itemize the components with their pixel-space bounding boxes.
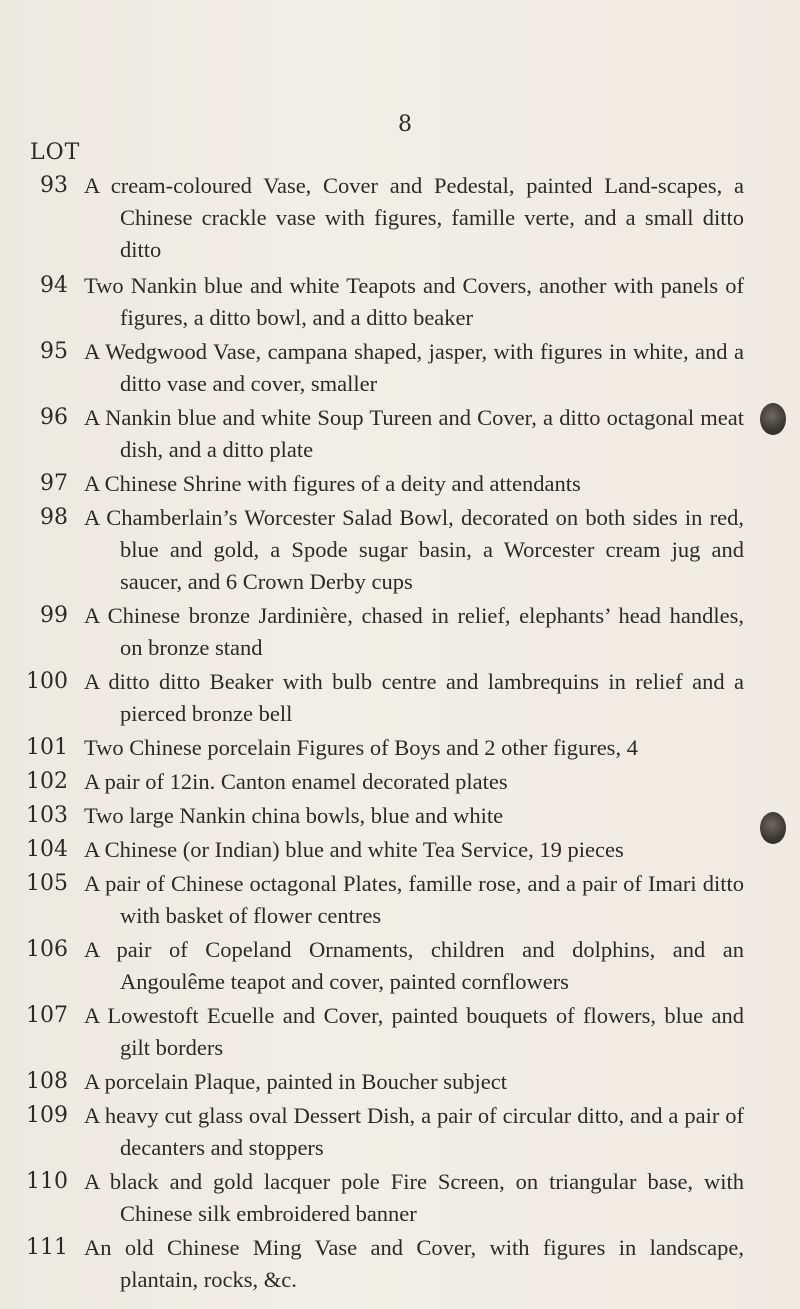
- lot-number: 104: [26, 837, 68, 862]
- binding-hole-icon: [760, 403, 786, 435]
- lot-description: A pair of Chinese octagonal Plates, famille rose, and a pair of Imari ditto with basket of flower centres: [84, 871, 744, 928]
- lot-number: 109: [26, 1103, 68, 1128]
- lot-number: 106: [26, 937, 68, 962]
- lot-description: A Chamberlain’s Worcester Salad Bowl, decorated on both sides in red, blue and gold, a Spode sugar basin, a Worcester cream jug and saucer, and 6 Crown Derby cups: [84, 505, 744, 594]
- lot-entry: [24, 600, 744, 664]
- lot-description: A Nankin blue and white Soup Tureen and Cover, a ditto octagonal meat dish, and a ditto plate: [84, 405, 744, 462]
- lot-number: 110: [26, 1169, 68, 1194]
- lot-description: A porcelain Plaque, painted in Boucher subject: [84, 1069, 508, 1094]
- lot-entry: [24, 270, 744, 334]
- lot-number: 95: [40, 339, 68, 364]
- lot-entry: [24, 800, 744, 832]
- lot-number: 93: [40, 173, 68, 198]
- lot-entry: [24, 934, 744, 998]
- lot-description: A Chinese Shrine with figures of a deity and attendants: [84, 471, 581, 496]
- lot-description: An old Chinese Ming Vase and Cover, with figures in landscape, plantain, rocks, &c.: [84, 1235, 744, 1292]
- lot-entry: [24, 1166, 744, 1230]
- lot-description: A Chinese bronze Jardinière, chased in relief, elephants’ head handles, on bronze stand: [84, 603, 744, 660]
- lot-number: 108: [26, 1069, 68, 1094]
- lot-entry: [24, 766, 744, 798]
- lot-entry: [24, 336, 744, 400]
- lot-description: Two Chinese porcelain Figures of Boys and 2 other figures, 4: [84, 735, 638, 760]
- lot-description: A Wedgwood Vase, campana shaped, jasper, with figures in white, and a ditto vase and cover, smaller: [84, 339, 744, 396]
- lot-number: 98: [40, 505, 68, 530]
- lot-number: 111: [26, 1235, 68, 1260]
- lot-number: 97: [40, 471, 68, 496]
- lot-entry: [24, 666, 744, 730]
- lot-description: Two large Nankin china bowls, blue and white: [84, 803, 504, 828]
- binding-hole-icon: [760, 812, 786, 844]
- lot-description: A Lowestoft Ecuelle and Cover, painted bouquets of flowers, blue and gilt borders: [84, 1003, 744, 1060]
- lot-entry: [24, 1000, 744, 1064]
- lot-number: 102: [26, 769, 68, 794]
- lot-number: 103: [26, 803, 68, 828]
- lot-description: A heavy cut glass oval Dessert Dish, a pair of circular ditto, and a pair of decanters and stoppers: [84, 1103, 744, 1160]
- lot-column-heading: LOT: [30, 140, 81, 165]
- lot-entry: [24, 834, 744, 866]
- lot-number: 96: [40, 405, 68, 430]
- lot-entry: [24, 402, 744, 466]
- lot-entry: [24, 732, 744, 764]
- lot-entry: [24, 502, 744, 598]
- lot-number: 101: [26, 735, 68, 760]
- lot-description: A ditto ditto Beaker with bulb centre and lambrequins in relief and a pierced bronze bell: [84, 669, 744, 726]
- page-number: 8: [398, 112, 412, 137]
- lot-list: [24, 170, 744, 1298]
- lot-description: A black and gold lacquer pole Fire Screen, on triangular base, with Chinese silk embroidered banner: [84, 1169, 744, 1226]
- lot-entry: [24, 468, 744, 500]
- lot-number: 99: [40, 603, 68, 628]
- lot-description: A Chinese (or Indian) blue and white Tea Service, 19 pieces: [84, 837, 624, 862]
- lot-entry: [24, 868, 744, 932]
- lot-description: Two Nankin blue and white Teapots and Covers, another with panels of figures, a ditto bowl, and a ditto beaker: [84, 273, 744, 330]
- lot-number: 100: [26, 669, 68, 694]
- lot-entry: [24, 1100, 744, 1164]
- lot-entry: [24, 170, 744, 266]
- lot-description: A cream-coloured Vase, Cover and Pedestal, painted Land-scapes, a Chinese crackle vase with figures, famille verte, and a small ditto ditto: [84, 173, 744, 262]
- lot-number: 105: [26, 871, 68, 896]
- lot-entry: [24, 1066, 744, 1098]
- lot-number: 107: [26, 1003, 68, 1028]
- lot-entry: [24, 1232, 744, 1296]
- lot-description: A pair of 12in. Canton enamel decorated plates: [84, 769, 508, 794]
- lot-description: A pair of Copeland Ornaments, children and dolphins, and an Angoulême teapot and cover, painted cornflowers: [84, 937, 744, 994]
- lot-number: 94: [40, 273, 68, 298]
